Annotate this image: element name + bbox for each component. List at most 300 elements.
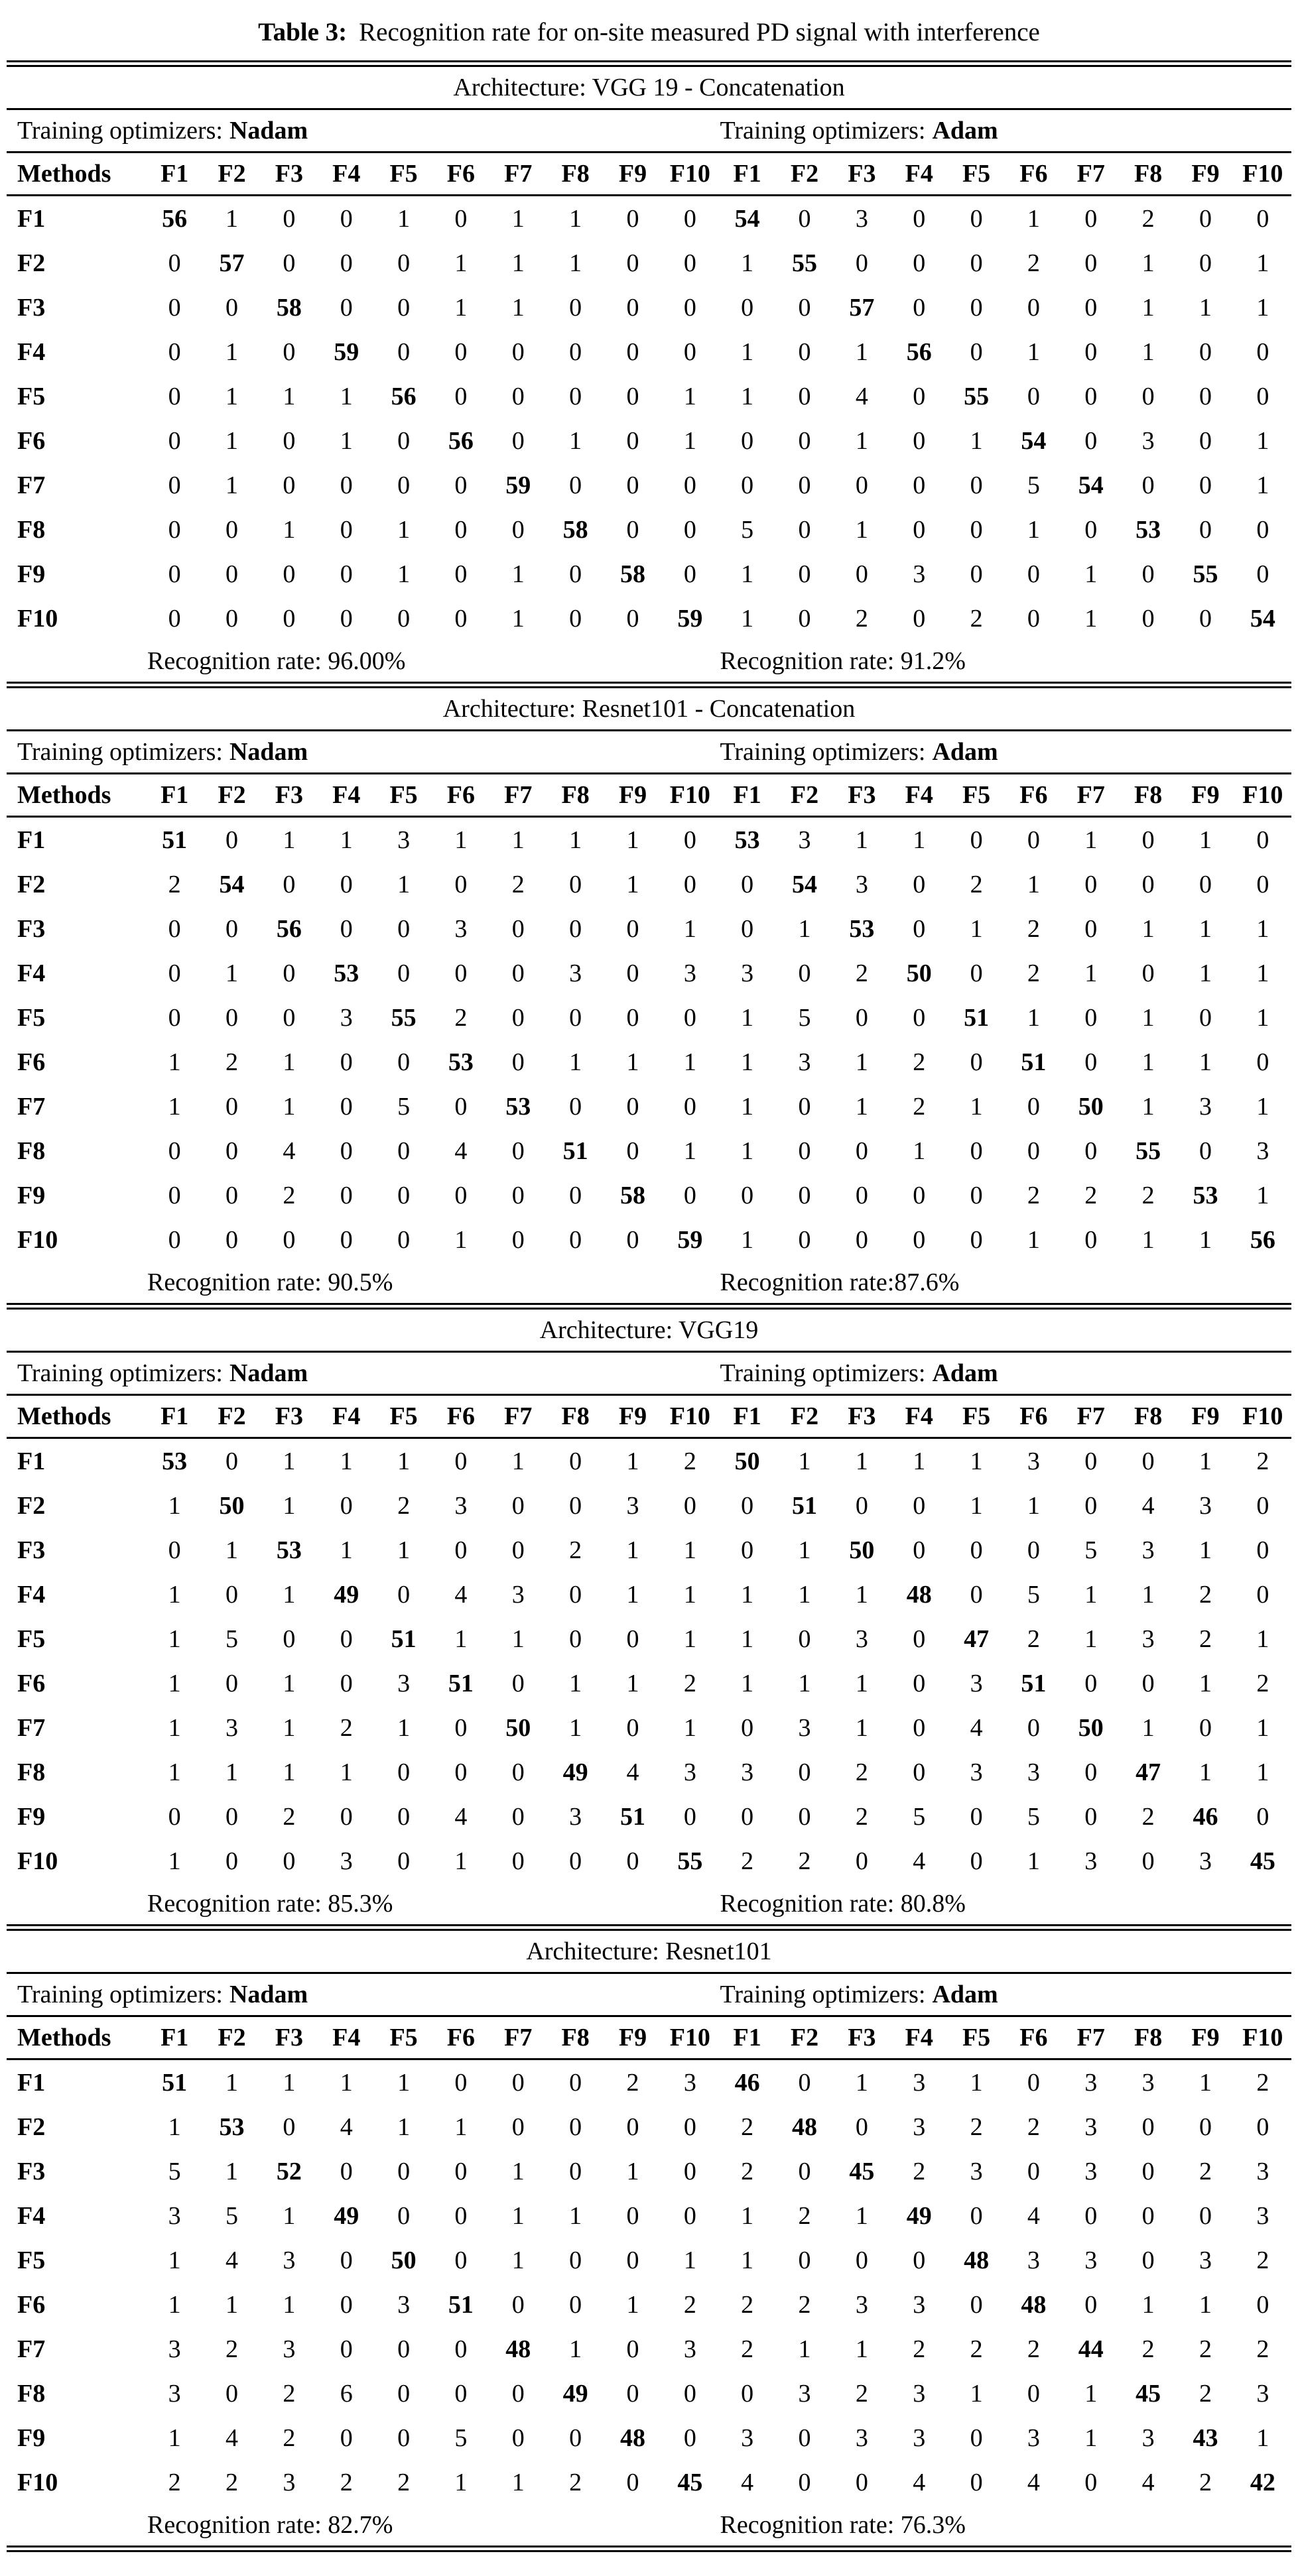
matrix-cell: 0 (683, 515, 696, 544)
matrix-cell: 0 (340, 1802, 353, 1831)
matrix-cell: 56 (906, 337, 932, 366)
matrix-cell: 1 (798, 1669, 811, 1697)
matrix-cell: 3 (1256, 2201, 1269, 2230)
optimizer-prefix: Training optimizers: (720, 1359, 926, 1387)
matrix-cell: 0 (1084, 1136, 1098, 1165)
matrix-cell: 1 (741, 604, 754, 633)
matrix-cell: 1 (569, 249, 582, 277)
matrix-cell: 0 (683, 2423, 696, 2452)
column-header: F10 (1242, 2024, 1283, 2052)
matrix-cell: 0 (340, 1225, 353, 1254)
matrix-cell: 50 (1078, 1713, 1104, 1742)
matrix-cell: 0 (1256, 560, 1269, 588)
table-row (7, 2060, 1291, 2105)
matrix-cell: 0 (226, 1447, 239, 1475)
matrix-cell: 3 (397, 1669, 411, 1697)
matrix-cell: 3 (1199, 2246, 1212, 2274)
matrix-cell: 53 (1136, 515, 1161, 544)
matrix-cell: 0 (283, 560, 296, 588)
matrix-cell: 1 (283, 1447, 296, 1475)
column-header: F1 (161, 160, 189, 188)
table-row (7, 1572, 1291, 1617)
matrix-cell: 0 (626, 604, 639, 633)
matrix-cell: 0 (970, 515, 983, 544)
matrix-cell: 0 (1256, 382, 1269, 410)
matrix-cell: 1 (855, 826, 868, 854)
column-header-row (7, 774, 1291, 816)
matrix-cell: 1 (283, 1092, 296, 1121)
matrix-cell: 2 (283, 2423, 296, 2452)
matrix-cell: 1 (340, 1758, 353, 1786)
matrix-cell: 52 (276, 2157, 302, 2185)
matrix-cell: 1 (1084, 2423, 1098, 2452)
matrix-cell: 1 (511, 560, 525, 588)
matrix-cell: 1 (226, 959, 239, 987)
matrix-cell: 0 (1084, 204, 1098, 233)
matrix-cell: 1 (511, 249, 525, 277)
matrix-cell: 2 (283, 2379, 296, 2408)
matrix-cell: 0 (340, 2246, 353, 2274)
matrix-cell: 0 (454, 2246, 468, 2274)
matrix-cell: 54 (219, 870, 245, 898)
column-header-row (7, 153, 1291, 194)
matrix-cell: 0 (626, 959, 639, 987)
matrix-cell: 0 (1084, 1003, 1098, 1032)
matrix-cell: 1 (741, 1580, 754, 1609)
matrix-cell: 0 (397, 471, 411, 499)
matrix-cell: 0 (1084, 249, 1098, 277)
matrix-cell: 0 (454, 471, 468, 499)
matrix-cell: 0 (511, 1847, 525, 1875)
matrix-cell: 1 (970, 914, 983, 943)
matrix-cell: 1 (798, 1580, 811, 1609)
matrix-cell: 0 (626, 293, 639, 322)
matrix-cell: 1 (569, 2335, 582, 2363)
matrix-cell: 0 (626, 337, 639, 366)
matrix-cell: 2 (1199, 1625, 1212, 1653)
matrix-cell: 5 (798, 1003, 811, 1032)
matrix-cell: 4 (855, 382, 868, 410)
matrix-cell: 3 (1027, 2423, 1040, 2452)
matrix-cell: 1 (798, 914, 811, 943)
matrix-cell: 2 (855, 959, 868, 987)
matrix-cell: 1 (798, 1536, 811, 1564)
row-label: F6 (17, 1048, 46, 1076)
column-header: F8 (561, 1402, 590, 1430)
matrix-cell: 51 (1021, 1048, 1047, 1076)
matrix-cell: 0 (569, 2157, 582, 2185)
matrix-cell: 4 (226, 2246, 239, 2274)
matrix-cell: 0 (1084, 1491, 1098, 1520)
matrix-cell: 0 (626, 1713, 639, 1742)
table-row (7, 552, 1291, 596)
matrix-cell: 1 (741, 560, 754, 588)
matrix-cell: 3 (913, 2290, 926, 2319)
matrix-cell: 0 (569, 870, 582, 898)
matrix-cell: 1 (1084, 1580, 1098, 1609)
matrix-cell: 49 (906, 2201, 932, 2230)
optimizer-adam (719, 737, 1292, 767)
matrix-cell: 0 (970, 1580, 983, 1609)
matrix-cell: 57 (219, 249, 245, 277)
matrix-cell: 1 (283, 1669, 296, 1697)
matrix-cell: 2 (1141, 2335, 1155, 2363)
matrix-cell: 1 (1199, 826, 1212, 854)
matrix-cell: 0 (741, 293, 754, 322)
matrix-cell: 1 (283, 2290, 296, 2319)
matrix-cell: 0 (741, 870, 754, 898)
table-row (7, 2282, 1291, 2327)
matrix-cell: 0 (569, 293, 582, 322)
matrix-cell: 4 (454, 1136, 468, 1165)
row-label: F10 (17, 1847, 58, 1875)
matrix-cell: 1 (741, 249, 754, 277)
column-header: F3 (848, 1402, 876, 1430)
matrix-cell: 3 (855, 2290, 868, 2319)
matrix-cell: 0 (626, 2246, 639, 2274)
matrix-cell: 3 (1084, 2068, 1098, 2097)
matrix-cell: 0 (683, 560, 696, 588)
matrix-cell: 48 (906, 1580, 932, 1609)
matrix-cell: 51 (391, 1625, 417, 1653)
matrix-cell: 0 (798, 1625, 811, 1653)
matrix-cell: 0 (798, 1181, 811, 1209)
matrix-cell: 0 (798, 426, 811, 455)
matrix-cell: 0 (798, 1136, 811, 1165)
matrix-cell: 1 (1141, 337, 1155, 366)
matrix-cell: 0 (913, 382, 926, 410)
matrix-cell: 0 (168, 426, 181, 455)
matrix-cell: 1 (1199, 959, 1212, 987)
matrix-cell: 53 (448, 1048, 474, 1076)
matrix-cell: 0 (397, 1847, 411, 1875)
matrix-cell: 1 (683, 1136, 696, 1165)
column-header: F9 (1191, 1402, 1220, 1430)
matrix-cell: 0 (1141, 2157, 1155, 2185)
table-row (7, 2416, 1291, 2460)
matrix-cell: 0 (340, 1625, 353, 1653)
matrix-cell: 1 (855, 337, 868, 366)
matrix-cell: 1 (855, 515, 868, 544)
matrix-cell: 0 (226, 1136, 239, 1165)
matrix-cell: 1 (397, 870, 411, 898)
matrix-cell: 1 (454, 826, 468, 854)
column-header: F6 (446, 1402, 476, 1430)
matrix-cell: 3 (168, 2201, 181, 2230)
matrix-cell: 0 (511, 1225, 525, 1254)
row-label: F3 (17, 293, 46, 322)
matrix-cell: 0 (340, 1669, 353, 1697)
optimizer-adam (719, 1980, 1292, 2009)
matrix-cell: 1 (1027, 337, 1040, 366)
column-header: F9 (618, 781, 647, 809)
column-header: F10 (669, 2024, 710, 2052)
optimizer-adam (719, 1359, 1292, 1388)
column-header: F5 (389, 2024, 418, 2052)
matrix-cell: 0 (970, 337, 983, 366)
matrix-cell: 0 (511, 1048, 525, 1076)
row-label: F5 (17, 382, 46, 410)
matrix-cell: 1 (168, 2423, 181, 2452)
column-header: F1 (733, 1402, 761, 1430)
matrix-cell: 0 (397, 1181, 411, 1209)
matrix-cell: 4 (454, 1580, 468, 1609)
matrix-cell: 1 (1256, 1181, 1269, 1209)
table-row (7, 463, 1291, 507)
matrix-cell: 1 (741, 2201, 754, 2230)
matrix-cell: 0 (226, 826, 239, 854)
matrix-cell: 0 (1084, 1802, 1098, 1831)
matrix-cell: 2 (1199, 1580, 1212, 1609)
matrix-cell: 2 (1084, 1181, 1098, 1209)
matrix-cell: 1 (340, 826, 353, 854)
table-row (7, 2238, 1291, 2282)
matrix-cell: 42 (1250, 2468, 1275, 2496)
matrix-cell: 0 (1084, 1447, 1098, 1475)
matrix-cell: 50 (219, 1491, 245, 1520)
matrix-cell: 0 (340, 870, 353, 898)
matrix-cell: 49 (562, 1758, 588, 1786)
matrix-cell: 0 (340, 2335, 353, 2363)
matrix-cell: 0 (798, 2246, 811, 2274)
matrix-cell: 2 (226, 2335, 239, 2363)
matrix-cell: 1 (283, 1580, 296, 1609)
matrix-cell: 2 (283, 1181, 296, 1209)
matrix-cell: 5 (1027, 471, 1040, 499)
matrix-cell: 1 (168, 1758, 181, 1786)
matrix-cell: 1 (168, 1625, 181, 1653)
matrix-cell: 54 (792, 870, 818, 898)
row-label: F6 (17, 2290, 46, 2319)
matrix-cell: 0 (798, 604, 811, 633)
matrix-cell: 0 (283, 604, 296, 633)
optimizer-prefix: Training optimizers: (17, 117, 223, 145)
matrix-cell: 53 (505, 1092, 531, 1121)
matrix-cell: 1 (340, 426, 353, 455)
matrix-cell: 0 (970, 204, 983, 233)
matrix-cell: 54 (1021, 426, 1047, 455)
matrix-cell: 1 (569, 2201, 582, 2230)
matrix-cell: 5 (1084, 1536, 1098, 1564)
table-row (7, 818, 1291, 862)
matrix-cell: 51 (448, 2290, 474, 2319)
matrix-cell: 0 (1084, 1758, 1098, 1786)
column-header: F2 (218, 781, 246, 809)
matrix-cell: 0 (970, 1136, 983, 1165)
matrix-cell: 0 (683, 204, 696, 233)
matrix-cell: 2 (970, 2113, 983, 2141)
matrix-cell: 3 (168, 2379, 181, 2408)
row-label: F8 (17, 515, 46, 544)
table-row (7, 507, 1291, 552)
row-label: F5 (17, 1003, 46, 1032)
matrix-cell: 0 (511, 1181, 525, 1209)
matrix-cell: 3 (1027, 1447, 1040, 1475)
matrix-cell: 0 (283, 1225, 296, 1254)
matrix-cell: 1 (283, 382, 296, 410)
column-header: F6 (1019, 160, 1048, 188)
matrix-cell: 1 (226, 1758, 239, 1786)
column-header: F2 (790, 2024, 819, 2052)
column-header: F3 (848, 781, 876, 809)
matrix-cell: 1 (970, 1092, 983, 1121)
matrix-cell: 1 (1256, 2423, 1269, 2452)
matrix-cell: 0 (340, 204, 353, 233)
matrix-cell: 58 (562, 515, 588, 544)
column-header: F6 (1019, 2024, 1048, 2052)
matrix-cell: 0 (340, 1136, 353, 1165)
matrix-cell: 1 (741, 1225, 754, 1254)
matrix-cell: 1 (1256, 1092, 1269, 1121)
row-label: F4 (17, 2201, 46, 2230)
matrix-cell: 3 (1199, 1092, 1212, 1121)
matrix-cell: 1 (1141, 1003, 1155, 1032)
matrix-cell: 1 (511, 293, 525, 322)
matrix-cell: 0 (283, 249, 296, 277)
rule-bar (7, 2550, 1291, 2552)
matrix-cell: 3 (1084, 2157, 1098, 2185)
matrix-cell: 0 (397, 1758, 411, 1786)
matrix-cell: 3 (569, 959, 582, 987)
matrix-cell: 53 (1193, 1181, 1218, 1209)
matrix-cell: 0 (340, 604, 353, 633)
matrix-cell: 0 (1141, 560, 1155, 588)
matrix-cell: 2 (741, 2290, 754, 2319)
optimizer-name: Adam (932, 1359, 998, 1387)
matrix-cell: 1 (511, 1447, 525, 1475)
matrix-cell: 1 (226, 426, 239, 455)
matrix-cell: 1 (1199, 2068, 1212, 2097)
matrix-cell: 0 (683, 2201, 696, 2230)
matrix-cell: 0 (569, 2068, 582, 2097)
optimizer-name: Adam (932, 1981, 998, 2008)
matrix-cell: 0 (340, 1048, 353, 1076)
column-header: F9 (1191, 781, 1220, 809)
matrix-cell: 0 (626, 426, 639, 455)
matrix-cell: 0 (913, 204, 926, 233)
matrix-cell: 0 (511, 1491, 525, 1520)
matrix-cell: 3 (683, 2068, 696, 2097)
column-header: F7 (504, 2024, 533, 2052)
row-label: F3 (17, 1536, 46, 1564)
matrix-cell: 1 (1256, 1625, 1269, 1653)
matrix-cell: 2 (683, 2290, 696, 2319)
column-header: F4 (905, 160, 933, 188)
matrix-cell: 0 (511, 2423, 525, 2452)
matrix-cell: 0 (397, 249, 411, 277)
matrix-cell: 4 (226, 2423, 239, 2452)
matrix-cell: 0 (798, 515, 811, 544)
section-divider-rule (7, 682, 1291, 688)
matrix-cell: 2 (855, 2379, 868, 2408)
matrix-cell: 1 (1256, 1003, 1269, 1032)
matrix-cell: 0 (626, 2113, 639, 2141)
row-label: F4 (17, 1580, 46, 1609)
matrix-cell: 1 (397, 2113, 411, 2141)
matrix-cell: 0 (569, 471, 582, 499)
matrix-cell: 2 (569, 2468, 582, 2496)
matrix-cell: 0 (454, 870, 468, 898)
matrix-cell: 1 (226, 382, 239, 410)
architecture-section (7, 67, 1291, 688)
matrix-cell: 0 (168, 914, 181, 943)
matrix-cell: 46 (1193, 1802, 1218, 1831)
matrix-cell: 0 (569, 1625, 582, 1653)
matrix-cell: 0 (397, 1580, 411, 1609)
matrix-cell: 1 (741, 1625, 754, 1653)
matrix-cell: 3 (1141, 2423, 1155, 2452)
row-label: F4 (17, 959, 46, 987)
matrix-cell: 0 (511, 1802, 525, 1831)
column-header: F4 (332, 2024, 361, 2052)
matrix-cell: 0 (913, 1181, 926, 1209)
matrix-cell: 0 (913, 1758, 926, 1786)
matrix-cell: 1 (1199, 914, 1212, 943)
matrix-cell: 0 (168, 1802, 181, 1831)
matrix-cell: 5 (226, 1625, 239, 1653)
matrix-cell: 48 (792, 2113, 818, 2141)
matrix-cell: 3 (283, 2246, 296, 2274)
matrix-cell: 1 (1027, 1225, 1040, 1254)
matrix-cell: 0 (397, 959, 411, 987)
matrix-cell: 51 (562, 1136, 588, 1165)
table-row (7, 2193, 1291, 2238)
matrix-cell: 1 (1256, 426, 1269, 455)
matrix-cell: 0 (970, 1225, 983, 1254)
column-header: F1 (733, 160, 761, 188)
matrix-cell: 0 (454, 2379, 468, 2408)
table-row (7, 418, 1291, 463)
table-caption-text: Recognition rate for on-site measured PD signal with interference (359, 18, 1040, 46)
matrix-cell: 1 (569, 1669, 582, 1697)
row-label: F5 (17, 1625, 46, 1653)
row-label: F10 (17, 604, 58, 633)
matrix-cell: 55 (1136, 1136, 1161, 1165)
matrix-cell: 5 (913, 1802, 926, 1831)
matrix-cell: 1 (626, 870, 639, 898)
matrix-cell: 1 (454, 1225, 468, 1254)
matrix-cell: 1 (741, 1048, 754, 1076)
matrix-cell: 0 (397, 1802, 411, 1831)
matrix-cell: 1 (1199, 1536, 1212, 1564)
matrix-cell: 0 (511, 1536, 525, 1564)
matrix-cell: 3 (283, 2468, 296, 2496)
matrix-cell: 0 (741, 2379, 754, 2408)
matrix-cell: 0 (798, 1758, 811, 1786)
matrix-cell: 3 (626, 1491, 639, 1520)
table-row (7, 1483, 1291, 1528)
optimizer-name: Nadam (229, 117, 308, 145)
matrix-cell: 1 (283, 1758, 296, 1786)
matrix-cell: 3 (1199, 1847, 1212, 1875)
matrix-cell: 0 (855, 1491, 868, 1520)
matrix-cell: 1 (626, 826, 639, 854)
matrix-cell: 2 (1027, 249, 1040, 277)
matrix-cell: 43 (1193, 2423, 1218, 2452)
matrix-cell: 0 (683, 2113, 696, 2141)
matrix-cell: 0 (1084, 1225, 1098, 1254)
matrix-cell: 0 (683, 471, 696, 499)
matrix-cell: 0 (397, 2423, 411, 2452)
matrix-cell: 3 (798, 826, 811, 854)
methods-header: Methods (17, 160, 111, 188)
row-label: F1 (17, 204, 46, 233)
matrix-cell: 1 (855, 2335, 868, 2363)
matrix-cell: 1 (1084, 959, 1098, 987)
matrix-cell: 0 (454, 1092, 468, 1121)
matrix-cell: 2 (913, 2335, 926, 2363)
methods-header: Methods (17, 781, 111, 809)
